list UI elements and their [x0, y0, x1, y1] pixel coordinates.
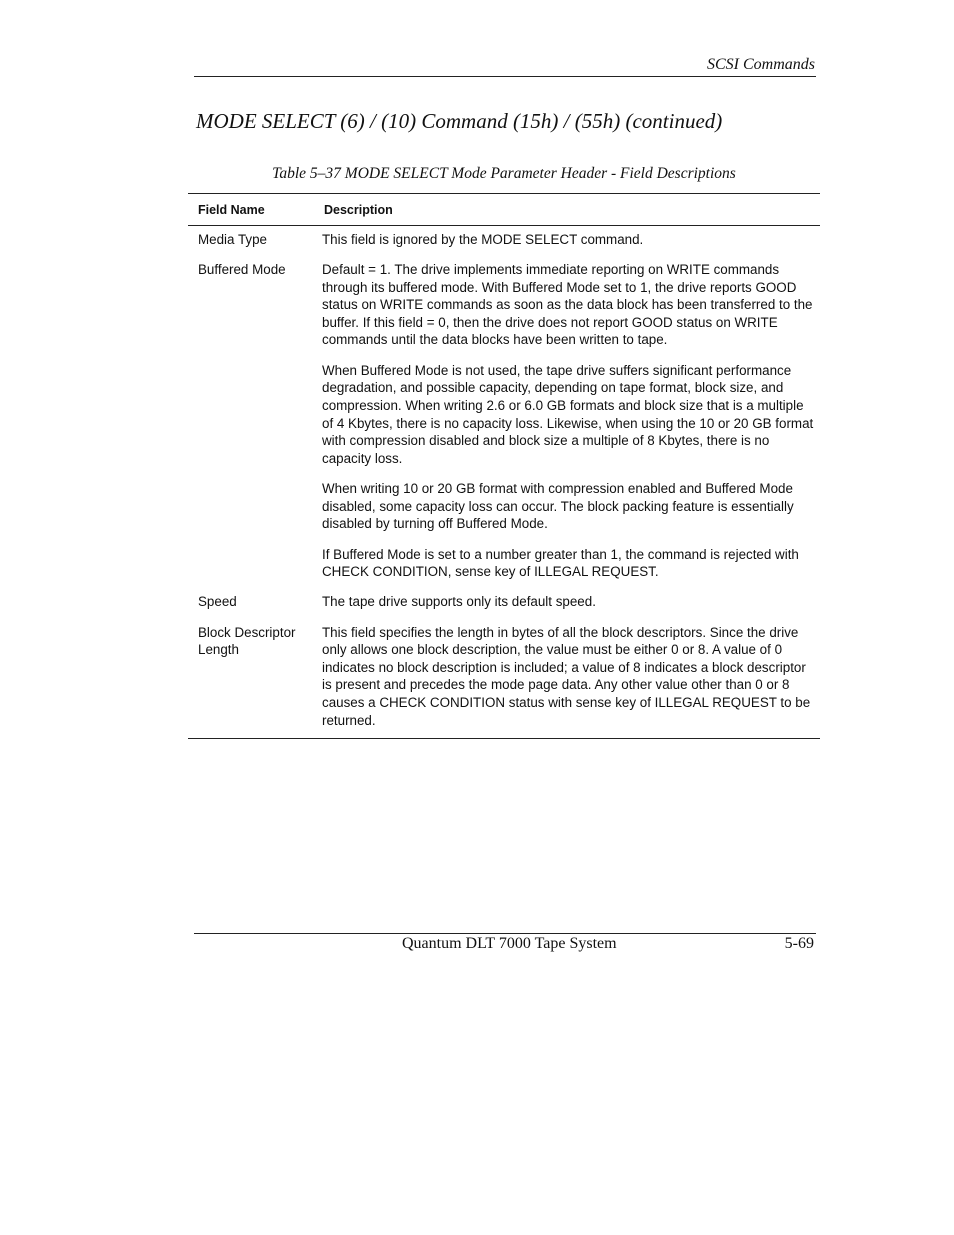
table-row	[188, 261, 820, 581]
description-cell	[322, 231, 820, 249]
field-name-cell: Block Descriptor Length	[198, 624, 296, 658]
field-name-cell: Speed	[198, 594, 237, 610]
header-rule	[194, 76, 816, 77]
column-header-field-name: Field Name	[198, 202, 265, 217]
field-name-cell: Media Type	[198, 232, 267, 247]
description-paragraph: If Buffered Mode is set to a number greater than 1, the command is rejected with CHECK CONDITION, sense key of ILLEGAL REQUEST.	[322, 546, 799, 580]
description-paragraph: The tape drive supports only its default speed.	[322, 594, 596, 610]
table-row	[188, 231, 820, 249]
column-header-description: Description	[324, 202, 393, 217]
description-paragraph: Default = 1. The drive implements immediate reporting on WRITE commands through its buffered mode. With Buffered Mode set to 1, the drive reports GOOD status on WRITE commands as soon as the data block has been transferred to the buffer. If this field = 0, then the drive does not report GOOD status on WRITE commands until the data blocks have been written to tape.	[322, 262, 813, 348]
table-body	[188, 226, 820, 729]
field-descriptions-table	[188, 193, 820, 739]
description-paragraph: This field specifies the length in bytes of all the block descriptors. Since the drive only allows one block description, the value must be either 0 or 8. A value of 0 indicates no block description is included; a value of 8 indicates a block descriptor is present and precedes the mode page data. Any other value other than 0 or 8 causes a CHECK CONDITION status with sense key of ILLEGAL REQUEST to be returned.	[322, 624, 811, 728]
table-caption: Table 5–37 MODE SELECT Mode Parameter Header - Field Descriptions	[272, 165, 736, 182]
description-paragraph: When Buffered Mode is not used, the tape drive suffers significant performance degradation, and possible capacity, depending on tape format, block size, and compression. When writing 2.6 or 6.0 GB formats and block size that is a multiple of 4 Kbytes, there is no capacity loss. Likewise, when using the 10 or 20 GB format with compression disabled and block size a multiple of 8 Kbytes, there is no capacity loss.	[322, 362, 814, 466]
section-title: MODE SELECT (6) / (10) Command (15h) / (55h) (continued)	[196, 109, 723, 133]
table-header-row	[188, 194, 820, 226]
description-cell	[322, 624, 820, 730]
description-paragraph: When writing 10 or 20 GB format with compression enabled and Buffered Mode disabled, some capacity loss can occur. The block packing feature is essentially disabled by turning off Buffered Mode.	[322, 481, 794, 532]
table-row	[188, 593, 820, 611]
description-cell	[322, 593, 820, 611]
description-cell	[322, 261, 820, 581]
table-row	[188, 624, 820, 730]
footer-page-number: 5-69	[784, 935, 814, 952]
footer-rule	[194, 933, 816, 934]
running-header: SCSI Commands	[706, 56, 815, 73]
footer-product-title: Quantum DLT 7000 Tape System	[402, 935, 617, 952]
field-name-cell: Buffered Mode	[198, 262, 286, 278]
description-paragraph: This field is ignored by the MODE SELECT command.	[322, 232, 644, 247]
